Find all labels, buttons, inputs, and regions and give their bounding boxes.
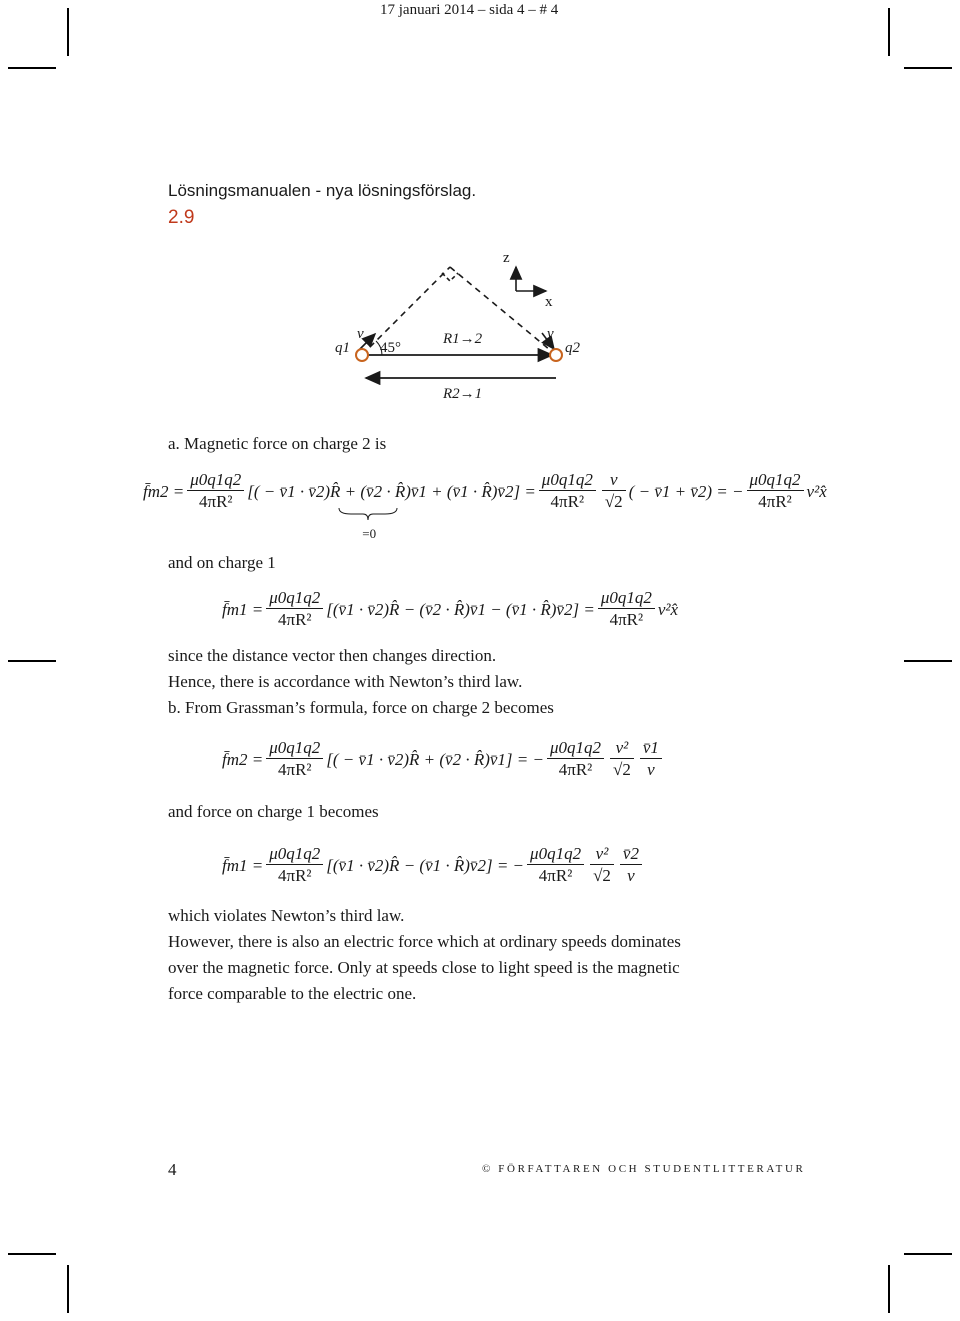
- hence-text: Hence, there is accordance with Newton’s third law.: [168, 672, 523, 691]
- crop-mark: [8, 1253, 56, 1255]
- crop-mark: [8, 660, 56, 662]
- crop-mark: [904, 660, 952, 662]
- angle-label: 45°: [380, 340, 401, 356]
- equation-fm2-grassman: f̄m2 = $\frac{\mu 0q1q2}{\text{4πR²}}$ [( − v̄1 · v̄2)R̂ + (v̄2 · R̂)v̄1] = − $\frac{\mu 0q1q2}{\text{4πR²}}$ $\frac{\text{v²}}{√2}$ $\frac{v̄1}{v}$: [222, 738, 665, 781]
- page-number: 4: [168, 1160, 177, 1179]
- crop-mark: [904, 67, 952, 69]
- crop-mark: [904, 1253, 952, 1255]
- and-force-text: and force on charge 1 becomes: [168, 802, 379, 821]
- part-a-intro: a. Magnetic force on charge 2 is: [168, 434, 387, 453]
- page-heading: Lösningsmanualen - nya lösningsförslag.: [168, 181, 477, 200]
- q2-label: q2: [565, 340, 580, 356]
- r12-label: R1→2: [443, 331, 483, 347]
- crop-mark: [888, 1265, 890, 1313]
- equation-fm1-grassman: f̄m1 = $\frac{\mu 0q1q2}{\text{4πR²}}$ [(v̄1 · v̄2)R̂ − (v̄1 · R̂)v̄2] = − $\frac{\mu 0q1q2}{\text{4πR²}}$ $\frac{\text{v²}}{√2}$ $\frac{v̄2}{v}$: [222, 844, 645, 887]
- r21-label: R2→1: [443, 386, 483, 402]
- paragraph-line-1: However, there is also an electric force which at ordinary speeds dominates: [168, 932, 681, 951]
- page-header: 17 januari 2014 – sida 4 – # 4: [380, 2, 559, 18]
- part-b-intro: b. From Grassman’s formula, force on charge 2 becomes: [168, 698, 554, 717]
- crop-mark: [67, 8, 69, 56]
- q1-label: q1: [335, 340, 350, 356]
- paragraph-line-2: over the magnetic force. Only at speeds close to light speed is the magnetic: [168, 958, 680, 977]
- and-on-charge-1: and on charge 1: [168, 553, 276, 572]
- charge-q1: [356, 349, 368, 361]
- paragraph-line-3: force comparable to the electric one.: [168, 984, 417, 1003]
- section-number: 2.9: [168, 207, 195, 228]
- force-diagram: [320, 245, 620, 405]
- crop-mark: [888, 8, 890, 56]
- copyright-footer: © FÖRFATTAREN OCH STUDENTLITTERATUR: [482, 1163, 806, 1175]
- equation-fm2: f̄m2 = $\frac{\mu 0q1q2}{\text{4πR²}}$ [( − v̄1 · v̄2)R̂ + (v̄2 · R̂)v̄1 + (v̄1 · R̂)v̄2] = =0 $\frac{\mu 0q1q2}{\text{4πR²}}$ $\frac{v}{√2}$ ( − v̄1 + v̄2) = − $\frac{\mu 0q1q2}{\text{4πR²}}$ v²x̂: [143, 470, 827, 541]
- v-left-label: v: [357, 326, 364, 342]
- equation-fm1: f̄m1 = $\frac{\mu 0q1q2}{\text{4πR²}}$ [(v̄1 · v̄2)R̂ − (v̄2 · R̂)v̄1 − (v̄1 · R̂)v̄2] = $\frac{\mu 0q1q2}{\text{4πR²}}$ v²x̂: [222, 588, 679, 629]
- charge-q2: [550, 349, 562, 361]
- axis-z-label: z: [503, 250, 510, 266]
- since-text: since the distance vector then changes direction.: [168, 646, 497, 665]
- v-right-label: v: [547, 326, 554, 342]
- violates-text: which violates Newton’s third law.: [168, 906, 405, 925]
- crop-mark: [8, 67, 56, 69]
- underbrace-label: =0: [362, 525, 377, 541]
- crop-mark: [67, 1265, 69, 1313]
- axis-x-label: x: [545, 294, 553, 310]
